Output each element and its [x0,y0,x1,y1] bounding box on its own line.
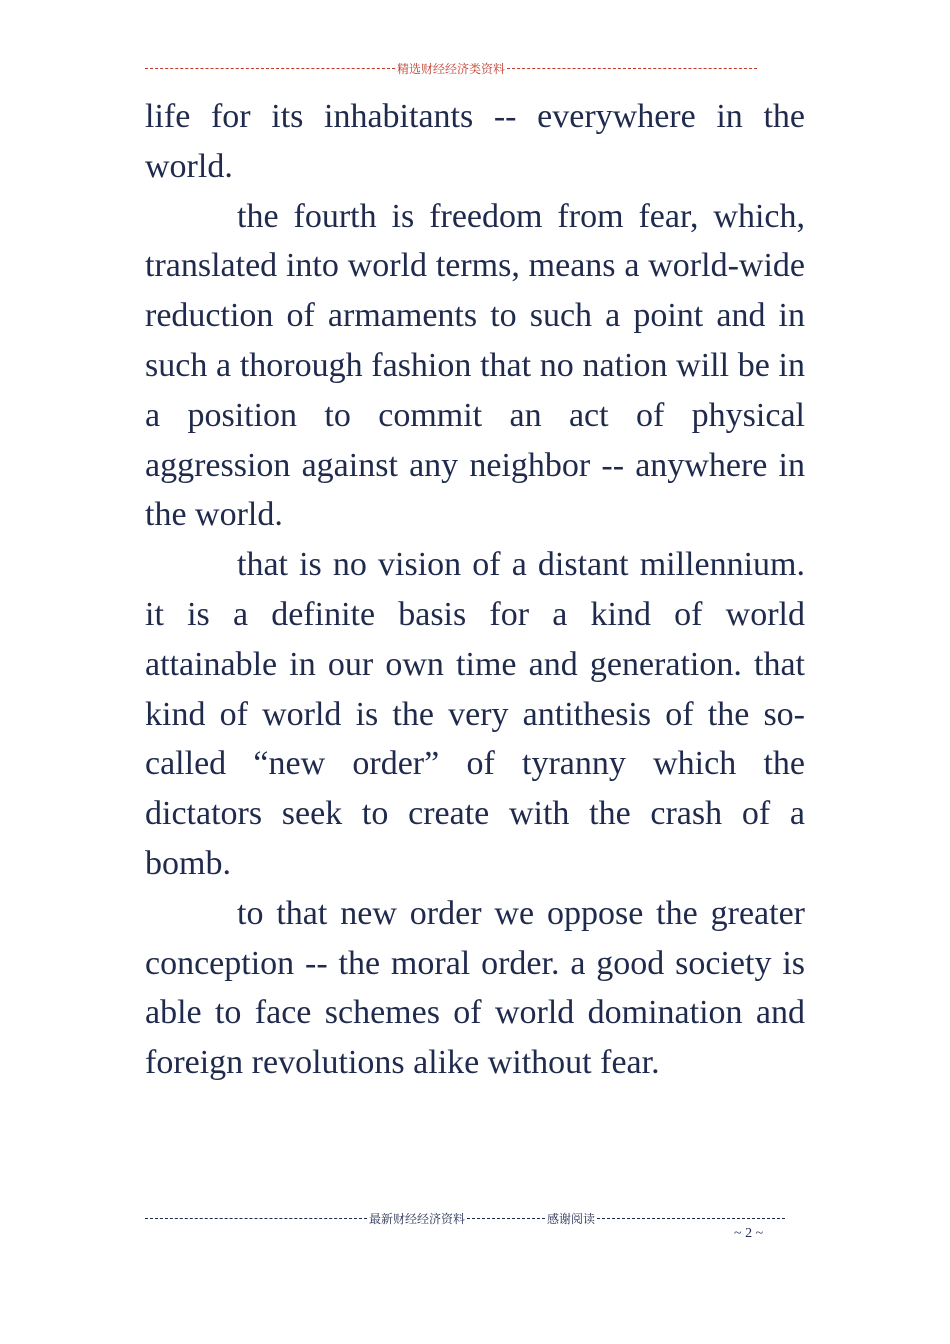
document-body [145,92,805,1088]
paragraph-1: life for its inhabitants -- everywhere in the world. [145,98,805,185]
page-footer [145,1210,785,1226]
page-number: ~ 2 ~ [734,1226,764,1241]
footer-dash-right [597,1218,785,1219]
paragraph-3: that is no vision of a distant millennium. it is a definite basis for a kind of world attainable in our own time and generation. that kind of world is the very antithesis of the so-called “new order” of tyranny which the dictators seek to create with the crash of a bomb. [145,546,805,882]
paragraph-4: to that new order we oppose the greater conception -- the moral order. a good society is able to face schemes of world domination and foreign revolutions alike without fear. [145,894,805,1082]
footer-dash-left [145,1218,367,1219]
header-text: 精选财经经济类资料 [397,61,506,76]
paragraph-2: the fourth is freedom from fear, which, translated into world terms, means a world-wide reduction of armaments to such a point and in such a thorough fashion that no nation will be in a position to commit an act of physical aggression against any neighbor -- anywhere in the world. [145,197,805,534]
header-dash-left [145,68,395,69]
footer-dash-middle [467,1218,545,1219]
header-dash-right [507,68,757,69]
footer-right-text: 感谢阅读 [547,1211,596,1226]
footer-left-text: 最新财经经济资料 [369,1211,466,1226]
page-header [145,60,757,76]
